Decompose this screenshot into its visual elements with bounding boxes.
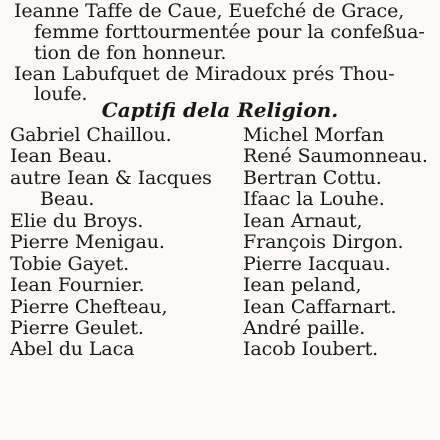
right-name: André paille. (243, 317, 366, 339)
left-name: Pierre Menigau. (10, 231, 165, 253)
left-name: Abel du Laca (10, 338, 135, 360)
entry-line: femme forttourmentée pour la confeßua- (34, 21, 425, 43)
right-name: Ifaac la Louhe. (243, 188, 385, 210)
right-name: Michel Morfan (243, 124, 385, 146)
entry-line: tion de fon honneur. (34, 42, 227, 64)
left-name: Pierre Chefteau, (10, 296, 168, 318)
left-name: Iean Fournier. (10, 274, 145, 296)
entry-line: loufe. (34, 83, 88, 105)
right-name: Pierre Iacquau. (243, 253, 391, 275)
right-name: Iean peland, (243, 274, 362, 296)
left-name: Tobie Gayet. (10, 253, 130, 275)
right-name: Bertran Cottu. (243, 167, 382, 189)
left-name: Gabriel Chaillou. (10, 124, 172, 146)
left-name: Elie du Broys. (10, 210, 144, 232)
left-name: Beau. (40, 188, 95, 210)
right-name: François Dirgon. (243, 231, 404, 253)
right-name: Iacob Ioubert. (243, 338, 379, 360)
right-name: Iean Arnaut, (243, 210, 363, 232)
left-name: Iean Beau. (10, 145, 113, 167)
right-name: Iean Caffarnart. (243, 296, 397, 318)
entry-line: Ieanne Taffe de Caue, Euefché de Grace, (14, 0, 405, 22)
left-name: autre Iean & Iacques (10, 167, 212, 189)
section-heading: Captifi dela Religion. (101, 98, 339, 122)
left-name: Pierre Geulet. (10, 317, 144, 339)
entry-line: Iean Labufquet de Miradoux prés Thou- (14, 63, 395, 85)
right-name: René Saumonneau. (243, 145, 428, 167)
